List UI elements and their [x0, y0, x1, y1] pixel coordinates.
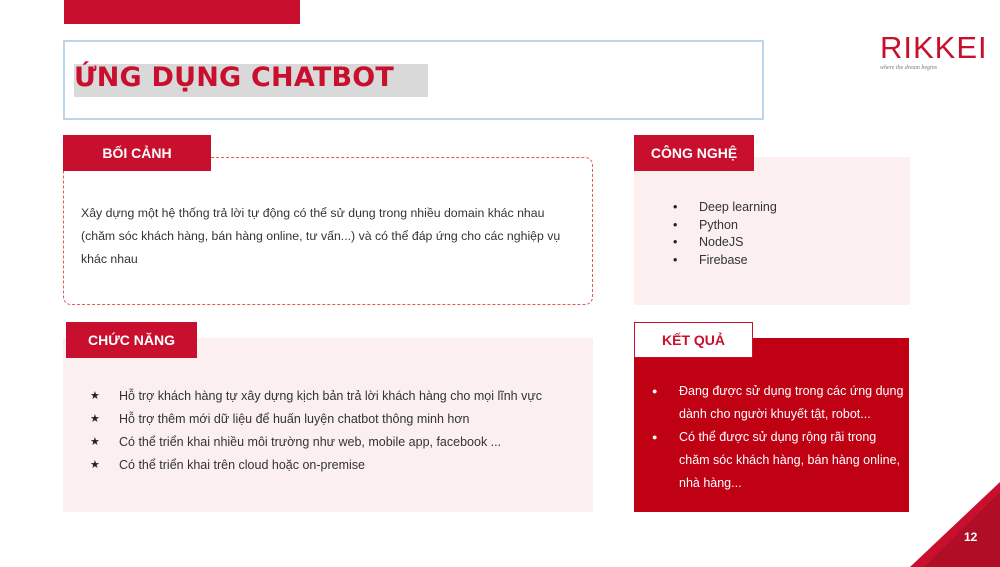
logo-tagline: where the dream begins: [880, 65, 938, 71]
technology-list: [673, 199, 777, 269]
list-item-text: Có thể triển khai trên cloud hoặc on-premise: [119, 458, 365, 472]
company-logo: [880, 30, 988, 76]
results-list: [652, 380, 904, 495]
list-item: [90, 454, 542, 477]
list-item: • Deep learning: [673, 199, 777, 217]
list-item: [90, 385, 542, 408]
list-item-text: Hỗ trợ thêm mới dữ liệu để huấn luyện chatbot thông minh hơn: [119, 412, 470, 426]
star-bullet-icon: ★: [90, 459, 100, 471]
page-title: ỨNG DỤNG CHATBOT: [74, 62, 394, 93]
context-line: (chăm sóc khách hàng, bán hàng online, tư vấn...) và có thể đáp ứng cho các nghiệp vụ: [81, 229, 561, 243]
page-number: 12: [964, 530, 978, 544]
star-bullet-icon: ★: [90, 390, 100, 402]
list-item: • Python: [673, 217, 777, 235]
corner-decoration: [910, 482, 1000, 567]
context-text: [81, 202, 581, 271]
star-bullet-icon: ★: [90, 413, 100, 425]
logo-brand: RIKKEI: [880, 30, 988, 65]
context-line: khác nhau: [81, 252, 138, 266]
list-item: • Firebase: [673, 252, 777, 270]
features-heading: CHỨC NĂNG: [66, 322, 197, 358]
list-item: ● Có thể được sử dụng rộng rãi trong chăm sóc khách hàng, bán hàng online, nhà hàng...: [652, 426, 904, 495]
top-accent-bar: [64, 0, 300, 24]
results-heading: KẾT QUẢ: [634, 322, 753, 358]
title-box: [63, 40, 764, 120]
list-item: • NodeJS: [673, 234, 777, 252]
list-item-text: Có thể triển khai nhiều môi trường như web, mobile app, facebook ...: [119, 435, 502, 449]
context-heading: BỐI CẢNH: [63, 135, 211, 171]
list-item-text: Hỗ trợ khách hàng tự xây dựng kịch bản trả lời khách hàng cho mọi lĩnh vực: [119, 389, 542, 403]
star-bullet-icon: ★: [90, 436, 100, 448]
context-line: Xây dựng một hệ thống trả lời tự động có thể sử dụng trong nhiều domain khác nhau: [81, 206, 545, 220]
list-item: [90, 431, 542, 454]
features-list: [90, 385, 542, 477]
list-item: [90, 408, 542, 431]
list-item: ● Đang được sử dụng trong các ứng dụng dành cho người khuyết tật, robot...: [652, 380, 904, 426]
technology-heading: CÔNG NGHỆ: [634, 135, 754, 171]
